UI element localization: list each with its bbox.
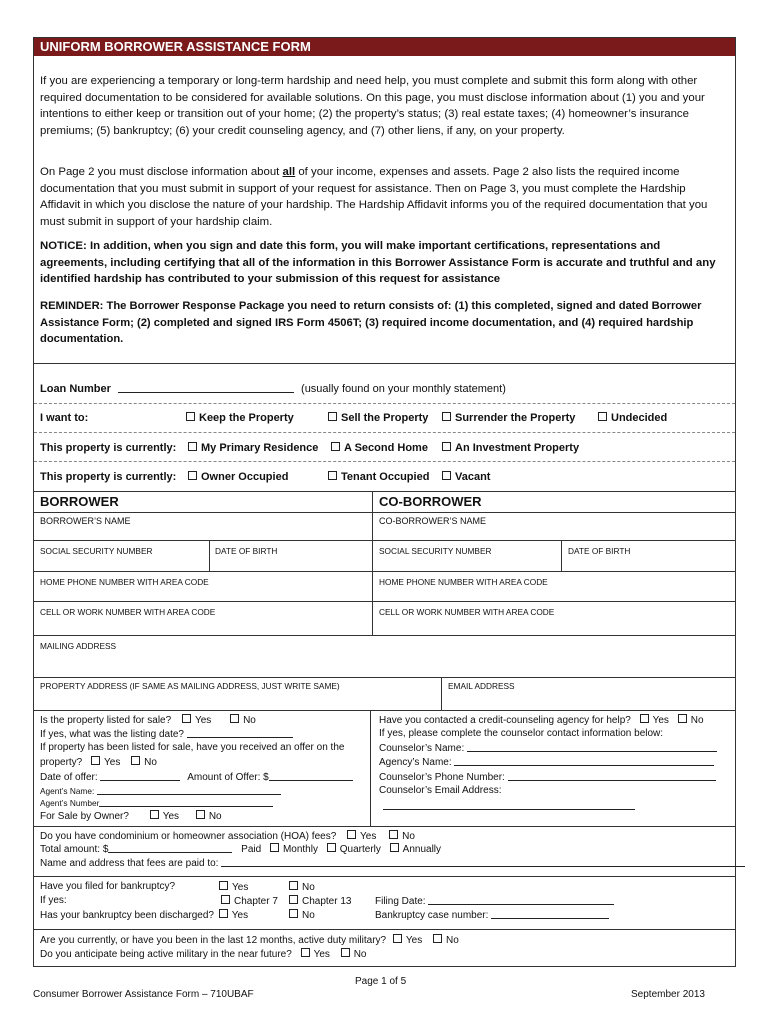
checkbox[interactable] (188, 442, 197, 451)
borrower-dob-field[interactable]: DATE OF BIRTH (215, 546, 278, 556)
bankruptcy-yes[interactable]: Yes (219, 881, 248, 894)
option-owner-occupied[interactable]: Owner Occupied (188, 470, 288, 484)
fsbo-row: For Sale by Owner? Yes No (40, 811, 222, 822)
date-of-offer-field[interactable] (100, 771, 180, 781)
checkbox[interactable] (188, 471, 197, 480)
table-border (33, 540, 736, 541)
agent-number-field[interactable] (99, 799, 273, 807)
borrower-home-phone-field[interactable]: HOME PHONE NUMBER WITH AREA CODE (40, 577, 209, 587)
checkbox[interactable] (442, 471, 451, 480)
hoa-question-row: Do you have condominium or homeowner association (HOA) fees? Yes No (40, 831, 415, 842)
option-second-home[interactable]: A Second Home (331, 441, 428, 455)
checkbox[interactable] (331, 442, 340, 451)
checkbox[interactable] (270, 843, 279, 852)
option-tenant-occupied[interactable]: Tenant Occupied (328, 470, 429, 484)
counselor-email-label: Counselor’s Email Address: (379, 785, 502, 796)
counseling-instructions: If yes, please complete the counselor contact information below: (379, 728, 664, 739)
table-border (33, 512, 736, 513)
agency-name-row: Agency’s Name: (379, 756, 714, 769)
offer-question-line1: If property has been listed for sale, have you received an offer on the (40, 742, 345, 753)
offer-question-line2: property? Yes No (40, 757, 157, 768)
table-border (372, 491, 373, 635)
option-keep-property[interactable]: Keep the Property (186, 411, 294, 425)
loan-number-label: Loan Number (40, 383, 111, 395)
divider (34, 432, 735, 433)
option-investment-property[interactable]: An Investment Property (442, 441, 579, 455)
counselor-name-field[interactable] (467, 742, 717, 752)
offer-details-row: Date of offer: Amount of Offer: $ (40, 771, 353, 784)
bankruptcy-no[interactable]: No (289, 881, 315, 894)
table-border (33, 571, 736, 572)
checkbox[interactable] (678, 714, 687, 723)
checkbox[interactable] (186, 412, 195, 421)
checkbox[interactable] (640, 714, 649, 723)
loan-number-hint: (usually found on your monthly statement) (301, 383, 506, 395)
discharged-row: Has your bankruptcy been discharged? Yes (40, 910, 249, 921)
divider (34, 461, 735, 462)
divider (33, 363, 736, 364)
coborrower-heading: CO-BORROWER (379, 494, 482, 509)
property-address-field[interactable]: PROPERTY ADDRESS (IF SAME AS MAILING ADDRESS, JUST WRITE SAME) (40, 681, 340, 691)
bankruptcy-if-yes: If yes: (40, 895, 67, 906)
coborrower-dob-field[interactable]: DATE OF BIRTH (568, 546, 631, 556)
table-border (33, 635, 736, 636)
case-number-field[interactable] (491, 909, 609, 919)
intro-paragraph-2: On Page 2 you must disclose information about all of your income, expenses and assets. Page 2 also lists the required income documentation that you must submit in support of your request for assistance. Then on Page 3, you must complete the Hardship Affidavit in which you disclose the nature of your hardship. The Hardship Affidavit informs you of the required documentation that you must submit in support of your hardship claim. (40, 166, 708, 228)
checkbox[interactable] (328, 412, 337, 421)
listed-for-sale-row: Is the property listed for sale? Yes No (40, 715, 256, 726)
counselor-phone-field[interactable] (508, 771, 716, 781)
checkbox[interactable] (219, 909, 228, 918)
table-border (33, 601, 736, 602)
checkbox[interactable] (328, 471, 337, 480)
checkbox[interactable] (219, 881, 228, 890)
chapter-13-option[interactable]: Chapter 13 (289, 895, 351, 908)
amount-of-offer-field[interactable] (269, 771, 353, 781)
checkbox[interactable] (598, 412, 607, 421)
checkbox[interactable] (91, 756, 100, 765)
bankruptcy-question: Have you filed for bankruptcy? (40, 881, 176, 892)
filing-date-field[interactable] (428, 895, 614, 905)
page-number: Page 1 of 5 (355, 976, 407, 987)
checkbox[interactable] (289, 881, 298, 890)
footer-form-name: Consumer Borrower Assistance Form – 710UBAF (33, 989, 254, 1000)
counselor-email-field[interactable] (383, 809, 635, 810)
checkbox[interactable] (230, 714, 239, 723)
option-sell-property[interactable]: Sell the Property (328, 411, 428, 425)
discharged-no[interactable]: No (289, 909, 315, 922)
table-border (209, 540, 210, 571)
checkbox[interactable] (289, 909, 298, 918)
checkbox[interactable] (182, 714, 191, 723)
checkbox[interactable] (347, 830, 356, 839)
checkbox[interactable] (150, 810, 159, 819)
agent-name-field[interactable] (97, 787, 281, 795)
chapter-7-option[interactable]: Chapter 7 (221, 895, 278, 908)
borrower-heading: BORROWER (40, 494, 119, 509)
checkbox[interactable] (131, 756, 140, 765)
intent-label: I want to: (40, 412, 89, 424)
checkbox[interactable] (433, 934, 442, 943)
checkbox[interactable] (221, 895, 230, 904)
borrower-name-field[interactable]: BORROWER’S NAME (40, 516, 131, 526)
agent-number-row: Agent’s Number (40, 798, 273, 808)
coborrower-cell-phone-field[interactable]: CELL OR WORK NUMBER WITH AREA CODE (379, 607, 555, 617)
checkbox[interactable] (289, 895, 298, 904)
hoa-payee-field[interactable] (221, 857, 745, 867)
table-border (33, 677, 736, 678)
form-title: UNIFORM BORROWER ASSISTANCE FORM (40, 39, 311, 54)
loan-number-field[interactable] (118, 383, 294, 393)
hoa-amount-row: Total amount: $ Paid Monthly Quarterly Annually (40, 844, 442, 855)
intro-paragraph-1: If you are experiencing a temporary or long-term hardship and need help, you must complete and submit this form along with other required documentation to be considered for available solutions. On this page, you must disclose information about (1) you and your intentions to either keep or transition out of your home; (2) the property’s status; (3) real estate taxes; (4) homeowner’s insurance premiums; (5) bankruptcy; (6) your credit counseling agency, and (7) other liens, if any, on your property. (40, 75, 705, 137)
coborrower-ssn-field[interactable]: SOCIAL SECURITY NUMBER (379, 546, 492, 556)
checkbox[interactable] (393, 934, 402, 943)
checkbox[interactable] (390, 843, 399, 852)
checkbox[interactable] (301, 948, 310, 957)
borrower-ssn-field[interactable]: SOCIAL SECURITY NUMBER (40, 546, 153, 556)
table-border (370, 710, 371, 826)
coborrower-home-phone-field[interactable]: HOME PHONE NUMBER WITH AREA CODE (379, 577, 548, 587)
table-border (33, 710, 736, 711)
occupancy-label: This property is currently: (40, 471, 177, 483)
military-current-row: Are you currently, or have you been in the last 12 months, active duty military? Yes No (40, 935, 459, 946)
counseling-question-row: Have you contacted a credit-counseling agency for help? Yes No (379, 715, 704, 726)
loan-number-row (40, 382, 506, 396)
table-border (441, 677, 442, 710)
option-primary-residence[interactable]: My Primary Residence (188, 441, 318, 455)
notice-paragraph: NOTICE: In addition, when you sign and date this form, you will make important certifications, representations and agreements, including certifying that all of the information in this Borrower Assistance Form is accurate and truthful and any identified hardship has contributed to your submission of this request for assistance (40, 240, 716, 285)
counselor-name-row: Counselor’s Name: (379, 742, 717, 755)
counselor-phone-row: Counselor’s Phone Number: (379, 771, 716, 784)
agency-name-field[interactable] (454, 756, 714, 766)
coborrower-name-field[interactable]: CO-BORROWER’S NAME (379, 516, 487, 526)
table-border (33, 929, 736, 930)
case-number-row: Bankruptcy case number: (375, 909, 609, 922)
checkbox[interactable] (196, 810, 205, 819)
checkbox[interactable] (341, 948, 350, 957)
filing-date-row: Filing Date: (375, 895, 614, 908)
table-border (33, 826, 736, 827)
agent-name-row: Agent’s Name: (40, 786, 281, 796)
option-surrender-property[interactable]: Surrender the Property (442, 411, 575, 425)
divider (34, 403, 735, 404)
table-border (33, 491, 736, 492)
emphasis-all: all (282, 166, 296, 178)
military-future-row: Do you anticipate being active military in the near future? Yes No (40, 949, 367, 960)
borrower-cell-phone-field[interactable]: CELL OR WORK NUMBER WITH AREA CODE (40, 607, 216, 617)
option-undecided[interactable]: Undecided (598, 411, 667, 425)
mailing-address-field[interactable]: MAILING ADDRESS (40, 641, 117, 651)
table-border (561, 540, 562, 571)
checkbox[interactable] (389, 830, 398, 839)
listing-date-row: If yes, what was the listing date? (40, 728, 293, 741)
option-vacant[interactable]: Vacant (442, 470, 490, 484)
hoa-payee-row: Name and address that fees are paid to: (40, 857, 745, 870)
checkbox[interactable] (442, 412, 451, 421)
reminder-paragraph: REMINDER: The Borrower Response Package you need to return consists of: (1) this completed, signed and dated Borrower Assistance Form; (2) completed and signed IRS Form 4506T; (3) required income documentation, and (4) required hardship documentation. (40, 300, 702, 345)
checkbox[interactable] (442, 442, 451, 451)
email-address-field[interactable]: EMAIL ADDRESS (448, 681, 515, 691)
checkbox[interactable] (327, 843, 336, 852)
property-use-label: This property is currently: (40, 442, 177, 454)
listing-date-field[interactable] (187, 728, 293, 738)
hoa-total-amount-field[interactable] (108, 843, 232, 853)
footer-date: September 2013 (631, 989, 705, 1000)
table-border (33, 876, 736, 877)
